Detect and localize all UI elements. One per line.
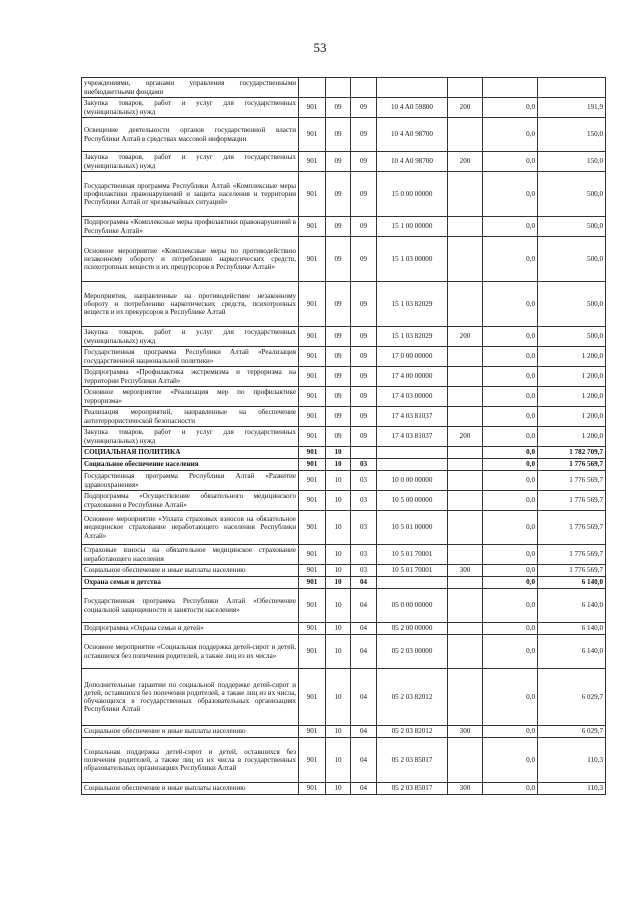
- cell-name: Подпрограмма «Осуществление обязательного медицинского страхования в Республике Алтай»: [82, 491, 299, 511]
- cell-amount-total: 1 200,0: [538, 427, 606, 447]
- cell-admin-code: 901: [299, 447, 326, 459]
- cell-section: 09: [326, 327, 351, 347]
- cell-section: 10: [326, 577, 351, 589]
- cell-admin-code: 901: [299, 118, 326, 152]
- cell-section: 10: [326, 589, 351, 623]
- cell-amount-change: 0,0: [483, 237, 538, 282]
- cell-expense-type: [448, 471, 483, 491]
- cell-target-article: 05 2 03 82012: [377, 669, 448, 726]
- cell-amount-change: [483, 78, 538, 98]
- table-row: [82, 783, 606, 795]
- cell-target-article: 05 0 00 00000: [377, 589, 448, 623]
- cell-amount-change: 0,0: [483, 407, 538, 427]
- cell-section: 10: [326, 447, 351, 459]
- table-row: [82, 589, 606, 623]
- cell-section: 10: [326, 783, 351, 795]
- table-row: [82, 577, 606, 589]
- cell-amount-total: 1 776 569,7: [538, 491, 606, 511]
- cell-admin-code: 901: [299, 471, 326, 491]
- cell-amount-total: 1 200,0: [538, 347, 606, 367]
- cell-subsection: 03: [351, 491, 377, 511]
- cell-subsection: 04: [351, 589, 377, 623]
- cell-subsection: 09: [351, 367, 377, 387]
- table-row: [82, 172, 606, 217]
- cell-amount-change: 0,0: [483, 511, 538, 545]
- cell-section: 09: [326, 387, 351, 407]
- cell-target-article: 05 2 03 85017: [377, 738, 448, 783]
- cell-subsection: 03: [351, 565, 377, 577]
- cell-admin-code: 901: [299, 511, 326, 545]
- cell-target-article: 17 4 03 81037: [377, 427, 448, 447]
- cell-admin-code: 901: [299, 217, 326, 237]
- cell-amount-change: 0,0: [483, 427, 538, 447]
- cell-section: 10: [326, 565, 351, 577]
- cell-subsection: 03: [351, 459, 377, 471]
- table-row: [82, 623, 606, 635]
- cell-amount-total: 500,0: [538, 217, 606, 237]
- cell-target-article: 05 2 03 00000: [377, 635, 448, 669]
- cell-section: 10: [326, 545, 351, 565]
- cell-section: 09: [326, 152, 351, 172]
- cell-admin-code: 901: [299, 427, 326, 447]
- cell-name: Социальное обеспечение и иные выплаты населению: [82, 565, 299, 577]
- cell-section: 10: [326, 726, 351, 738]
- table-row: [82, 152, 606, 172]
- cell-name: Социальное обеспечение и иные выплаты населению: [82, 783, 299, 795]
- cell-section: 09: [326, 172, 351, 217]
- cell-section: [326, 78, 351, 98]
- cell-target-article: 17 0 00 00000: [377, 347, 448, 367]
- cell-admin-code: 901: [299, 98, 326, 118]
- cell-name: Государственная программа Республики Алтай «Реализация государственной национальной политики»: [82, 347, 299, 367]
- cell-amount-change: 0,0: [483, 367, 538, 387]
- cell-section: 09: [326, 118, 351, 152]
- cell-amount-change: 0,0: [483, 635, 538, 669]
- cell-subsection: 03: [351, 545, 377, 565]
- cell-amount-change: 0,0: [483, 459, 538, 471]
- cell-admin-code: 901: [299, 347, 326, 367]
- cell-amount-total: 6 140,0: [538, 635, 606, 669]
- cell-name: Основное мероприятие «Уплата страховых взносов на обязательное медицинское страхование неработающего населения Республики Алтай»: [82, 511, 299, 545]
- cell-amount-change: 0,0: [483, 577, 538, 589]
- cell-admin-code: 901: [299, 635, 326, 669]
- cell-amount-total: 1 782 709,7: [538, 447, 606, 459]
- cell-section: 09: [326, 367, 351, 387]
- cell-amount-total: 110,3: [538, 783, 606, 795]
- cell-name: Освещение деятельности органов государственной власти Республики Алтай в средствах массовой информации: [82, 118, 299, 152]
- cell-target-article: 10 5 01 70001: [377, 565, 448, 577]
- cell-subsection: 09: [351, 217, 377, 237]
- cell-name: Закупка товаров, работ и услуг для государственных (муниципальных) нужд: [82, 327, 299, 347]
- table-row: [82, 237, 606, 282]
- cell-section: 10: [326, 623, 351, 635]
- cell-target-article: 05 2 03 85017: [377, 783, 448, 795]
- cell-section: 10: [326, 459, 351, 471]
- cell-name: Подпрограмма «Комплексные меры профилактики правонарушений в Республике Алтай»: [82, 217, 299, 237]
- table-row: [82, 471, 606, 491]
- cell-subsection: 09: [351, 387, 377, 407]
- cell-subsection: 04: [351, 577, 377, 589]
- cell-subsection: 04: [351, 726, 377, 738]
- cell-subsection: 04: [351, 623, 377, 635]
- cell-section: 09: [326, 217, 351, 237]
- table-row: [82, 217, 606, 237]
- budget-table: [81, 77, 606, 795]
- cell-section: 09: [326, 347, 351, 367]
- cell-section: 10: [326, 635, 351, 669]
- cell-amount-total: 1 776 569,7: [538, 511, 606, 545]
- cell-name: Социальное обеспечение населения: [82, 459, 299, 471]
- cell-expense-type: [448, 491, 483, 511]
- cell-subsection: 04: [351, 738, 377, 783]
- cell-admin-code: 901: [299, 669, 326, 726]
- cell-subsection: [351, 78, 377, 98]
- cell-target-article: [377, 78, 448, 98]
- cell-name: учреждениями, органами управления государственными внебюджетными фондами: [82, 78, 299, 98]
- cell-admin-code: 901: [299, 237, 326, 282]
- cell-admin-code: 901: [299, 367, 326, 387]
- cell-subsection: 09: [351, 327, 377, 347]
- cell-section: 09: [326, 237, 351, 282]
- cell-subsection: 04: [351, 669, 377, 726]
- cell-expense-type: 200: [448, 98, 483, 118]
- cell-target-article: 10 4 A0 98700: [377, 118, 448, 152]
- table-row: [82, 511, 606, 545]
- cell-subsection: 09: [351, 427, 377, 447]
- cell-subsection: 09: [351, 282, 377, 327]
- cell-admin-code: 901: [299, 491, 326, 511]
- cell-amount-total: 500,0: [538, 327, 606, 347]
- cell-amount-total: 500,0: [538, 172, 606, 217]
- cell-target-article: [377, 447, 448, 459]
- cell-section: 10: [326, 738, 351, 783]
- cell-section: 09: [326, 98, 351, 118]
- cell-name: Закупка товаров, работ и услуг для государственных (муниципальных) нужд: [82, 152, 299, 172]
- cell-admin-code: 901: [299, 577, 326, 589]
- cell-amount-total: 1 776 569,7: [538, 471, 606, 491]
- cell-admin-code: 901: [299, 172, 326, 217]
- cell-amount-change: 0,0: [483, 491, 538, 511]
- cell-admin-code: [299, 78, 326, 98]
- cell-expense-type: [448, 237, 483, 282]
- cell-amount-change: 0,0: [483, 98, 538, 118]
- cell-name: Подпрограмма «Профилактика экстремизма и терроризма на территории Республики Алтай»: [82, 367, 299, 387]
- cell-target-article: 10 5 00 00000: [377, 491, 448, 511]
- cell-amount-total: 6 029,7: [538, 726, 606, 738]
- cell-amount-change: 0,0: [483, 738, 538, 783]
- table-row: [82, 491, 606, 511]
- cell-name: СОЦИАЛЬНАЯ ПОЛИТИКА: [82, 447, 299, 459]
- cell-admin-code: 901: [299, 565, 326, 577]
- cell-expense-type: [448, 172, 483, 217]
- cell-amount-change: 0,0: [483, 217, 538, 237]
- cell-expense-type: 300: [448, 783, 483, 795]
- cell-amount-change: 0,0: [483, 387, 538, 407]
- cell-amount-change: 0,0: [483, 471, 538, 491]
- cell-amount-total: 6 140,0: [538, 623, 606, 635]
- cell-expense-type: [448, 217, 483, 237]
- cell-section: 10: [326, 669, 351, 726]
- cell-subsection: 09: [351, 152, 377, 172]
- cell-target-article: 10 5 01 70001: [377, 545, 448, 565]
- cell-expense-type: [448, 589, 483, 623]
- cell-admin-code: 901: [299, 783, 326, 795]
- cell-amount-change: 0,0: [483, 118, 538, 152]
- cell-name: Охрана семьи и детства: [82, 577, 299, 589]
- cell-amount-total: 150,0: [538, 152, 606, 172]
- cell-target-article: 10 4 A0 59800: [377, 98, 448, 118]
- cell-expense-type: [448, 367, 483, 387]
- cell-subsection: 09: [351, 407, 377, 427]
- cell-admin-code: 901: [299, 327, 326, 347]
- cell-target-article: 10 0 00 00000: [377, 471, 448, 491]
- cell-expense-type: [448, 511, 483, 545]
- cell-target-article: 15 1 03 82029: [377, 327, 448, 347]
- cell-subsection: 09: [351, 347, 377, 367]
- cell-target-article: 10 4 A0 98700: [377, 152, 448, 172]
- cell-subsection: 09: [351, 98, 377, 118]
- cell-amount-total: 1 776 569,7: [538, 459, 606, 471]
- cell-name: Закупка товаров, работ и услуг для государственных (муниципальных) нужд: [82, 427, 299, 447]
- cell-amount-change: 0,0: [483, 327, 538, 347]
- cell-expense-type: [448, 282, 483, 327]
- cell-expense-type: [448, 577, 483, 589]
- cell-section: 09: [326, 427, 351, 447]
- cell-subsection: 09: [351, 237, 377, 282]
- cell-subsection: 03: [351, 471, 377, 491]
- cell-admin-code: 901: [299, 282, 326, 327]
- cell-target-article: 15 1 03 00000: [377, 237, 448, 282]
- cell-amount-total: 500,0: [538, 237, 606, 282]
- cell-name: Основное мероприятие «Социальная поддержка детей-сирот и детей, оставшихся без попечения родителей, а также лиц из их числа»: [82, 635, 299, 669]
- cell-amount-total: 1 776 569,7: [538, 545, 606, 565]
- table-row: [82, 545, 606, 565]
- cell-subsection: 09: [351, 172, 377, 217]
- cell-section: 10: [326, 511, 351, 545]
- cell-target-article: 17 4 03 00000: [377, 387, 448, 407]
- cell-target-article: 15 0 00 00000: [377, 172, 448, 217]
- cell-name: Государственная программа Республики Алтай «Обеспечение социальной защищенности и занятости населения»: [82, 589, 299, 623]
- cell-expense-type: [448, 118, 483, 152]
- table-row: [82, 427, 606, 447]
- cell-expense-type: [448, 78, 483, 98]
- cell-admin-code: 901: [299, 623, 326, 635]
- cell-name: Основное мероприятие «Комплексные меры по противодействию незаконному обороту и потреблению наркотических средств, психотропных веществ и их прецурсоров в Республике Алтай»: [82, 237, 299, 282]
- cell-subsection: [351, 447, 377, 459]
- table-row: [82, 78, 606, 98]
- table-row: [82, 387, 606, 407]
- cell-amount-total: 191,9: [538, 98, 606, 118]
- cell-section: 10: [326, 491, 351, 511]
- cell-expense-type: [448, 387, 483, 407]
- cell-admin-code: 901: [299, 726, 326, 738]
- cell-amount-change: 0,0: [483, 589, 538, 623]
- cell-expense-type: [448, 545, 483, 565]
- cell-admin-code: 901: [299, 387, 326, 407]
- cell-expense-type: 200: [448, 152, 483, 172]
- cell-amount-total: [538, 78, 606, 98]
- cell-target-article: 05 2 03 82012: [377, 726, 448, 738]
- cell-name: Мероприятия, направленные на противодействие незаконному обороту и потреблению наркотических средств, психотропных веществ и их прекурсоров в Республике Алтай: [82, 282, 299, 327]
- cell-amount-change: 0,0: [483, 447, 538, 459]
- cell-expense-type: [448, 738, 483, 783]
- cell-amount-total: 150,0: [538, 118, 606, 152]
- cell-amount-total: 1 200,0: [538, 367, 606, 387]
- cell-name: Государственная программа Республики Алтай «Развитие здравоохранения»: [82, 471, 299, 491]
- cell-expense-type: 200: [448, 427, 483, 447]
- cell-admin-code: 901: [299, 589, 326, 623]
- cell-amount-change: 0,0: [483, 347, 538, 367]
- cell-amount-total: 6 140,0: [538, 577, 606, 589]
- cell-expense-type: [448, 669, 483, 726]
- cell-amount-change: 0,0: [483, 726, 538, 738]
- cell-expense-type: [448, 407, 483, 427]
- page-number: 53: [313, 40, 327, 55]
- table-row: [82, 347, 606, 367]
- cell-target-article: 15 1 03 82029: [377, 282, 448, 327]
- cell-expense-type: [448, 623, 483, 635]
- cell-amount-change: 0,0: [483, 282, 538, 327]
- cell-target-article: [377, 577, 448, 589]
- cell-expense-type: 300: [448, 726, 483, 738]
- cell-name: Социальная поддержка детей-сирот и детей, оставшихся без попечения родителей, а также лиц из их числа в государственных образовательных организациях Республики Алтай: [82, 738, 299, 783]
- table-row: [82, 459, 606, 471]
- cell-amount-total: 6 140,0: [538, 589, 606, 623]
- cell-section: 09: [326, 407, 351, 427]
- cell-admin-code: 901: [299, 545, 326, 565]
- budget-table-body: [82, 78, 606, 795]
- cell-subsection: 04: [351, 635, 377, 669]
- cell-amount-total: 6 029,7: [538, 669, 606, 726]
- cell-expense-type: [448, 347, 483, 367]
- cell-amount-total: 1 200,0: [538, 407, 606, 427]
- cell-name: Подпрограмма «Охрана семьи и детей»: [82, 623, 299, 635]
- cell-expense-type: [448, 635, 483, 669]
- cell-subsection: 03: [351, 511, 377, 545]
- cell-amount-total: 110,3: [538, 738, 606, 783]
- cell-subsection: 04: [351, 783, 377, 795]
- cell-admin-code: 901: [299, 152, 326, 172]
- cell-target-article: [377, 459, 448, 471]
- table-row: [82, 726, 606, 738]
- cell-amount-change: 0,0: [483, 669, 538, 726]
- cell-name: Основное мероприятие «Реализация мер по профилактике терроризма»: [82, 387, 299, 407]
- cell-name: Закупка товаров, работ и услуг для государственных (муниципальных) нужд: [82, 98, 299, 118]
- cell-admin-code: 901: [299, 407, 326, 427]
- cell-amount-change: 0,0: [483, 152, 538, 172]
- cell-name: Страховые взносы на обязательное медицинское страхование неработающего населения: [82, 545, 299, 565]
- cell-amount-change: 0,0: [483, 565, 538, 577]
- cell-name: Дополнительные гарантии по социальной поддержке детей-сирот и детей, оставшихся без попечения родителей, а также лиц из их числа, обучающихся в государственных образовательных организациях Республики Алтай: [82, 669, 299, 726]
- cell-expense-type: [448, 459, 483, 471]
- cell-admin-code: 901: [299, 459, 326, 471]
- cell-target-article: 17 4 00 00000: [377, 367, 448, 387]
- cell-expense-type: [448, 447, 483, 459]
- cell-name: Государственная программа Республики Алтай «Комплексные меры профилактики правонарушений и защита населения и территории Республики Алтай от чрезвычайных ситуаций»: [82, 172, 299, 217]
- cell-section: 09: [326, 282, 351, 327]
- cell-amount-total: 500,0: [538, 282, 606, 327]
- table-row: [82, 327, 606, 347]
- table-row: [82, 565, 606, 577]
- cell-name: Социальное обеспечение и иные выплаты населению: [82, 726, 299, 738]
- cell-target-article: 15 1 00 00000: [377, 217, 448, 237]
- cell-section: 10: [326, 471, 351, 491]
- cell-amount-change: 0,0: [483, 172, 538, 217]
- table-row: [82, 367, 606, 387]
- cell-amount-total: 1 200,0: [538, 387, 606, 407]
- cell-subsection: 09: [351, 118, 377, 152]
- table-row: [82, 407, 606, 427]
- cell-amount-change: 0,0: [483, 545, 538, 565]
- cell-target-article: 10 5 01 00000: [377, 511, 448, 545]
- cell-expense-type: 200: [448, 327, 483, 347]
- table-row: [82, 447, 606, 459]
- cell-expense-type: 300: [448, 565, 483, 577]
- cell-amount-change: 0,0: [483, 623, 538, 635]
- cell-target-article: 05 2 00 00000: [377, 623, 448, 635]
- cell-target-article: 17 4 03 81037: [377, 407, 448, 427]
- cell-name: Реализация мероприятий, направленные на обеспечение антитеррористической безопасности: [82, 407, 299, 427]
- table-row: [82, 98, 606, 118]
- table-row: [82, 738, 606, 783]
- cell-admin-code: 901: [299, 738, 326, 783]
- table-row: [82, 282, 606, 327]
- cell-amount-change: 0,0: [483, 783, 538, 795]
- table-row: [82, 669, 606, 726]
- cell-amount-total: 1 776 569,7: [538, 565, 606, 577]
- table-row: [82, 118, 606, 152]
- table-row: [82, 635, 606, 669]
